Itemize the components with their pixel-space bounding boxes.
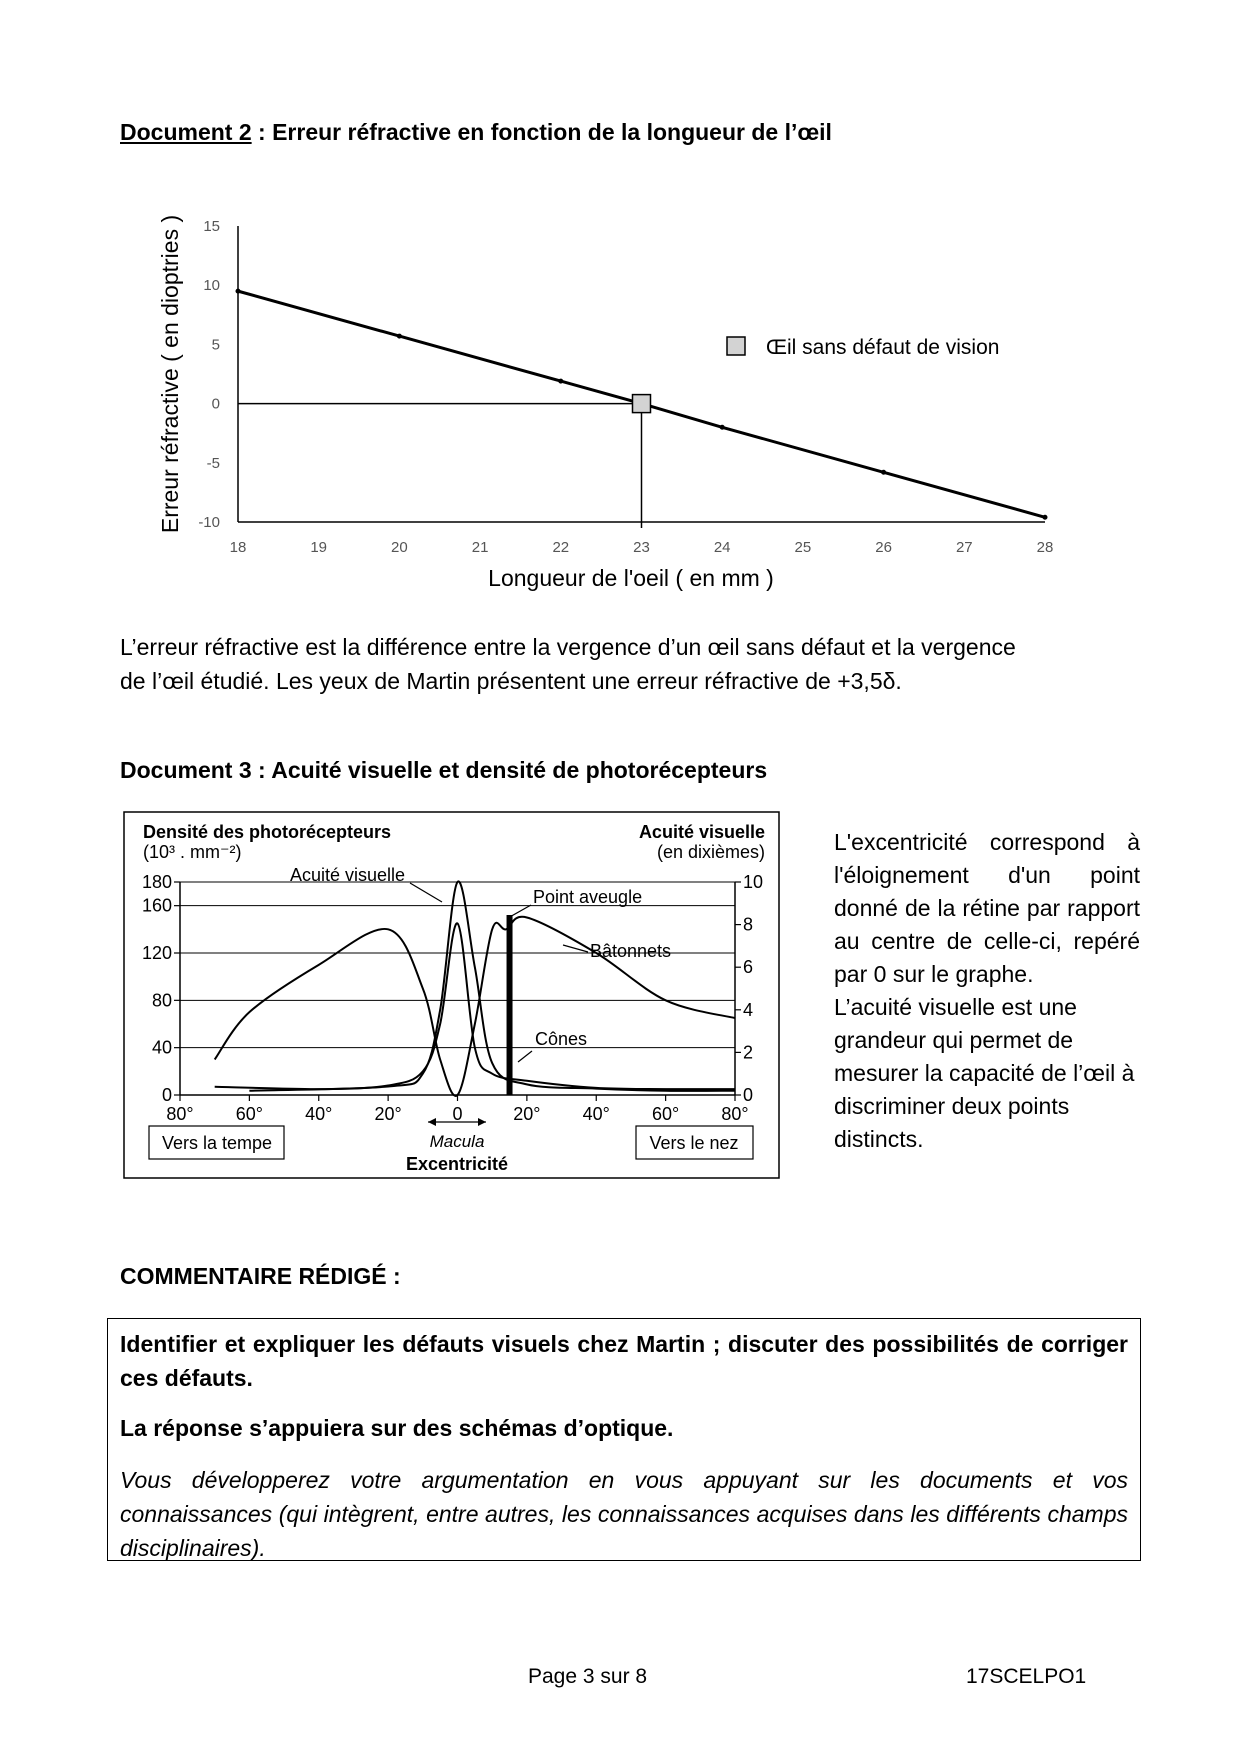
c1-x-tick-label: 19 [310, 539, 328, 556]
c2-right-tick-label: 6 [743, 957, 754, 978]
side-text-p2: L’acuité visuelle est une grandeur qui permet de mesurer la capacité de l’œil à discriminer deux points distincts. [834, 994, 1135, 1152]
c1-y-tick-label: 5 [211, 336, 220, 354]
c2-label-blind-spot: Point aveugle [533, 887, 643, 907]
c1-y-tick-label: 0 [211, 395, 220, 413]
c2-yleft-label-1: Densité des photorécepteurs [143, 822, 392, 842]
c1-xlabel: Longueur de l'oeil ( en mm ) [488, 565, 774, 591]
c2-yright-label-2: (en dixièmes) [656, 842, 765, 862]
c1-x-tick-label: 26 [875, 539, 892, 556]
c2-label-cones: Cônes [535, 1029, 588, 1049]
c2-x-tick-label: 0 [452, 1104, 463, 1124]
c2-right-tick-label: 8 [743, 914, 754, 935]
c2-x-tick-label: 60° [652, 1104, 680, 1124]
c1-x-tick-label: 23 [633, 539, 650, 556]
c2-x-tick-label: 20° [513, 1104, 541, 1124]
c2-xlabel: Excentricité [405, 1154, 509, 1174]
para-line-1: L’erreur réfractive est la différence entre la vergence d’un œil sans défaut et la vergence [120, 634, 1016, 660]
c2-right-tick-label: 2 [743, 1042, 754, 1063]
c2-x-tick-label: 40° [305, 1104, 333, 1124]
c1-x-tick-label: 25 [794, 539, 812, 556]
c2-left-tick-label: 180 [141, 872, 172, 892]
c1-y-tick-label: -10 [198, 514, 220, 531]
c2-left-tick-label: 120 [141, 943, 172, 963]
c2-x-tick-label: 20° [374, 1104, 402, 1124]
c2-right-box-label: Vers le nez [649, 1133, 739, 1153]
c1-legend-label: Œil sans défaut de vision [766, 336, 1000, 359]
c2-right-tick-label: 0 [743, 1085, 754, 1105]
c1-x-tick-label: 27 [955, 539, 973, 556]
c1-y-tick-label: 15 [203, 218, 220, 235]
commentaire-instruction-3: Vous développerez votre argumentation en vous appuyant sur les documents et vos connaissances (qui intègrent, entre autres, les connaissances acquises dans les différents champs disciplinaires). [120, 1467, 1128, 1561]
c2-label-macula: Macula [429, 1132, 485, 1151]
c2-yleft-label-2: (10³ . mm⁻²) [143, 842, 242, 862]
c1-x-tick-label: 20 [391, 539, 408, 556]
commentaire-title: COMMENTAIRE RÉDIGÉ : [120, 1263, 401, 1289]
para-line-2: de l’œil étudié. Les yeux de Martin présentent une erreur réfractive de +3,5δ. [120, 668, 902, 694]
doc2-title-rest: : Erreur réfractive en fonction de la longueur de l’œil [251, 119, 832, 145]
page-number: Page 3 sur 8 [528, 1665, 648, 1688]
commentaire-instruction-1: Identifier et expliquer les défauts visuels chez Martin ; discuter des possibilités de corriger ces défauts. [120, 1331, 1128, 1391]
commentaire-instruction-2: La réponse s’appuiera sur des schémas d’optique. [120, 1415, 674, 1441]
c2-label-acuity: Acuité visuelle [290, 865, 406, 885]
c2-yright-label-1: Acuité visuelle [638, 822, 765, 842]
c2-label-rods: Bâtonnets [590, 941, 672, 961]
c1-x-tick-label: 21 [471, 539, 489, 556]
document-code: 17SCELPO1 [966, 1665, 1087, 1688]
c2-left-tick-label: 160 [141, 895, 172, 916]
c1-x-tick-label: 18 [229, 539, 247, 556]
c1-x-tick-label: 28 [1036, 539, 1054, 556]
side-text-p1: L'excentricité correspond à l'éloignement d'un point donné de la rétine par rapport au centre de celle-ci, repéré par 0 sur le graphe. [834, 829, 1140, 987]
c2-x-tick-label: 40° [582, 1104, 610, 1124]
c2-right-tick-label: 4 [743, 999, 754, 1020]
c1-y-tick-label: -5 [206, 454, 220, 472]
c1-ylabel: Erreur réfractive ( en dioptries ) [157, 214, 183, 534]
side-text [834, 826, 1140, 1156]
doc2-title-prefix: Document 2 [120, 119, 252, 145]
c2-left-tick-label: 0 [161, 1085, 172, 1105]
c2-left-box-label: Vers la tempe [161, 1133, 273, 1153]
c2-x-tick-label: 60° [235, 1104, 263, 1124]
c2-x-tick-label: 80° [721, 1104, 749, 1124]
c2-left-tick-label: 80 [151, 990, 172, 1011]
c1-x-tick-label: 24 [713, 539, 731, 556]
c1-y-tick-label: 10 [203, 277, 220, 295]
commentaire-box [107, 1318, 1141, 1561]
c2-left-tick-label: 40 [151, 1037, 172, 1058]
c1-x-tick-label: 22 [552, 539, 570, 556]
c2-x-tick-label: 80° [166, 1104, 194, 1124]
c2-right-tick-label: 10 [743, 872, 764, 892]
doc3-title: Document 3 : Acuité visuelle et densité de photorécepteurs [120, 757, 768, 783]
